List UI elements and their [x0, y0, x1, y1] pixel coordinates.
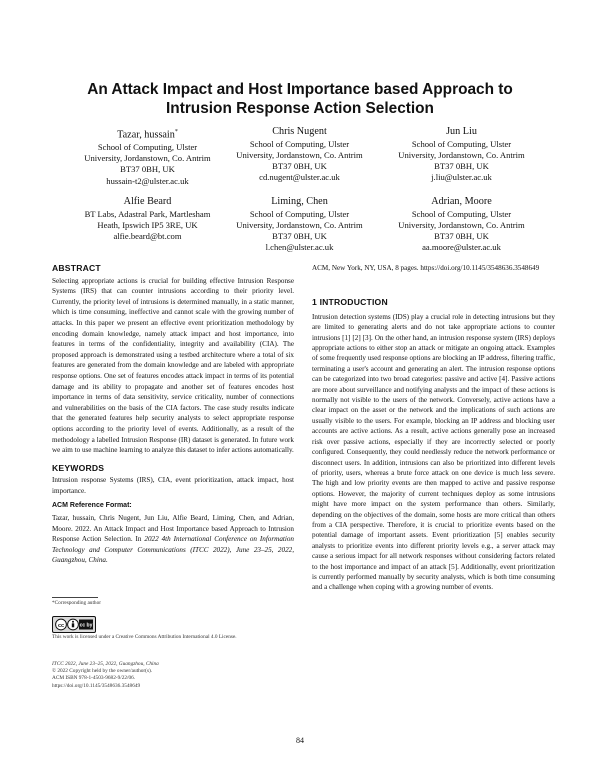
author-affiliation: University, Jordanstown, Co. Antrim — [236, 219, 363, 230]
left-column — [52, 263, 294, 566]
author-affiliation: Heath, Ipswich IP5 3RE, UK — [97, 219, 198, 230]
paper-title — [40, 80, 560, 118]
author-name: Alfie Beard — [123, 196, 172, 207]
paper-title-line-1: An Attack Impact and Host Importance based Approach to — [87, 81, 513, 98]
author-affiliation: School of Computing, Ulster — [411, 138, 512, 149]
author-postcode: BT37 0BH, UK — [272, 160, 327, 171]
author-affiliation: University, Jordanstown, Co. Antrim — [398, 149, 525, 160]
copyright-line: © 2022 Copyright held by the owner/author(s). — [52, 668, 153, 675]
author-email: aa.moore@ulster.ac.uk — [422, 242, 501, 253]
author-email: l.chen@ulster.ac.uk — [265, 242, 334, 253]
author-block — [369, 126, 554, 183]
acm-reference-heading: ACM Reference Format: — [52, 502, 132, 510]
author-affiliation: School of Computing, Ulster — [249, 208, 350, 219]
author-block — [207, 196, 392, 253]
page-number: 84 — [296, 736, 304, 745]
author-block — [369, 196, 554, 253]
author-affiliation: University, Jordanstown, Co. Antrim — [398, 219, 525, 230]
abstract-heading: ABSTRACT — [52, 263, 101, 273]
author-affiliation: School of Computing, Ulster — [411, 208, 512, 219]
author-postcode: BT37 0BH, UK — [434, 230, 489, 241]
isbn-line: ACM ISBN 978-1-4503-9682-9/22/06. — [52, 675, 136, 682]
footnote-divider — [52, 597, 98, 598]
license-badge-text: cc by — [79, 622, 93, 629]
author-postcode: BT37 0BH, UK — [120, 164, 175, 175]
author-postcode: BT37 0BH, UK — [434, 160, 489, 171]
copyright-block — [52, 661, 294, 690]
introduction-heading: 1 INTRODUCTION — [312, 297, 388, 308]
author-email: alfie.beard@bt.com — [113, 230, 182, 241]
author-affiliation: BT Labs, Adastral Park, Martlesham — [84, 208, 211, 219]
creative-commons-badge — [52, 616, 96, 633]
introduction-text: Intrusion detection systems (IDS) play a crucial role in detecting intrusions but they are limited to generating alerts and do not take appropriate actions to counter intrusions [1] [2] [3]. On the other hand, an intrusion response system (IRS) deploys appropriate actions to either stop an attack or mitigate an ongoing attack. Examples of some frequently used response options are blocking an IP address, filtering traffic, terminating a user's account and generating an alert. The intrusion response options can be categorized into two broad categories: passive and active [4]. Passive actions are more about surveillance and notifying analysts and the impact of these actions is normally not visible to the users of the network. Conversely, active actions have a clear impact on the asset or the network and the implications of such actions are usually visible to the users. For example, blocking an IP address and blocking user accounts are active actions. As a result, active actions generally pose an increased risk over passive actions, especially if they are incorrectly selected or poorly configured. Consequently, they could needlessly reduce the network performance or disconnect users. In addition, intrusions can also be prioritized into different levels of priority, users, whereas a brute force attack on one device is much less severe. The high and low priority events are then mapped to active and passive response options. However, the majority of current techniques deploy as some intrusions might have more impact on the system performance than others. Similarly, depending on the objectives of the domain, some hosts are more critical than others from a CIA perspective. Therefore, it is crucial to prioritize events based on the potential damage of important assets. Event prioritization [5] enables security analysts to prioritize events into different priority levels e.g., a server attack may cause a serious impact for all network responses without considering factors related to the host importance and impact of an attack [5]. Additionally, event prioritization is currently performed manually by security analysts, which is both time consuming and a challenge when coping with a growing number of events. — [312, 312, 555, 592]
keywords-text: Intrusion response Systems (IRS), CIA, event prioritization, attack impact, host importance. — [52, 476, 294, 495]
author-name: Liming, Chen — [271, 196, 328, 207]
abstract-text: Selecting appropriate actions is crucial for building effective Intrusion Response Systems (IRS) that can counter intrusions according to their priority level. Currently, the priority level of intrusions is determined manually, in a static manner, which is time consuming, ineffective and cannot scale with the growing number of attacks. In this paper we present an effective event prioritization methodology by encoding domain knowledge, namely attack impact and host importance, into features in terms of the confidentiality, integrity and availability (CIA). The proposed approach is demonstrated using a testbed architecture where a total of six features are generated from the domain knowledge and are labeled with appropriate response options. One set of features encodes attack impact in terms of its potential damage and its ability to propagate and another set of features encodes host importance in terms of data sensitivity, service criticality, number of connections and vulnerabilities on the basis of the CIA factors. The case study results indicate that the generated features help security analysts to select appropriate response options according to the priority level of events. Additionally, as a result of the methodology a labelled Intrusion Response (IR) dataset is generated. In future work we aim to use machine learning to analyze this dataset to infer actions automatically. — [52, 276, 294, 455]
svg-text:cc: cc — [57, 622, 65, 629]
author-email: hussain-t2@ulster.ac.uk — [106, 175, 189, 186]
author-block — [207, 126, 392, 183]
keywords-heading: KEYWORDS — [52, 462, 105, 473]
doi-line: https://doi.org/10.1145/3548636.3548649 — [52, 682, 141, 689]
acm-reference-continuation: ACM, New York, NY, USA, 8 pages. https://doi.org/10.1145/3548636.3548649 — [312, 264, 540, 272]
conference-line: ITCC 2022, June 23–25, 2022, Guangzhou, China — [52, 661, 159, 667]
right-column — [312, 263, 555, 593]
author-affiliation: University, Jordanstown, Co. Antrim — [236, 149, 363, 160]
author-affiliation: School of Computing, Ulster — [249, 138, 350, 149]
author-email: j.liu@ulster.ac.uk — [431, 172, 492, 183]
author-name: Adrian, Moore — [431, 196, 492, 207]
license-text: This work is licensed under a Creative Commons Attribution International 4.0 License. — [52, 634, 237, 640]
acm-reference-text: Tazar, hussain, Chris Nugent, Jun Liu, Alfie Beard, Liming, Chen, and Adrian, Moore. 2022. An Attack Impact and Host Importance based Approach to Intrusion Response Action Selection. In 2022 4th International Conference on Information Technology and Computer Communications (ITCC 2022), June 23–25, 2022, Guangzhou, China. — [52, 514, 294, 565]
author-name: Jun Liu — [446, 126, 477, 137]
author-name: Tazar, hussain* — [117, 129, 178, 141]
author-name: Chris Nugent — [272, 126, 327, 137]
paper-title-line-2: Intrusion Response Action Selection — [166, 100, 434, 117]
author-affiliation: University, Jordanstown, Co. Antrim — [84, 153, 211, 164]
acm-reference-venue: 2022 4th International Conference on Information Technology and Computer Communications (ITCC 2022), June 23–25, 2022, Guangzhou, China. — [52, 535, 294, 565]
author-postcode: BT37 0BH, UK — [272, 230, 327, 241]
creative-commons-icon — [53, 617, 95, 632]
footnote: *Corresponding author — [52, 600, 101, 606]
author-affiliation: School of Computing, Ulster — [97, 141, 198, 152]
author-email: cd.nugent@ulster.ac.uk — [259, 172, 340, 183]
